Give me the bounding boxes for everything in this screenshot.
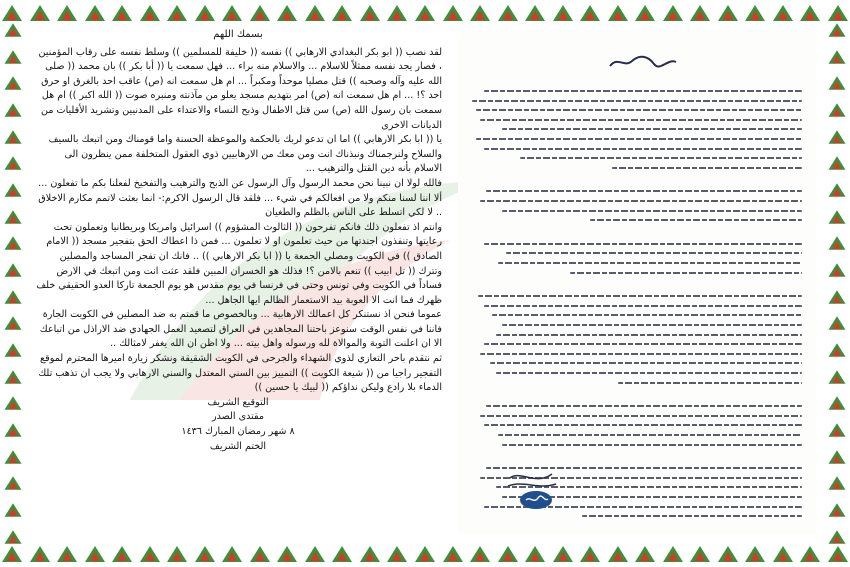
handwritten-line [502, 128, 802, 130]
border-triangle-ornament [140, 5, 160, 21]
border-triangle-ornament [5, 103, 22, 117]
paragraph-3: فالله لولا ان نبينا نحن محمد الرسول وآل الرسول عن الذبح والترهيب والتفخيخ لفعلنا بكم ما تفعلون ... ألا اننا لسنا منكم ولا من افعالكم في شيء ... فلقد قال الرسول الاكرم:- انما بعثت لاتمم مكارم الاخلاق .. لا لكي اتسلط على الناس بالظلم والطغيان [38, 177, 442, 219]
border-triangle-ornament [5, 77, 22, 91]
signature-line-4: الختم الشريف [209, 440, 267, 452]
paragraph-4: وانتم اذ تفعلون ذلك فانكم تفرحون (( الثالوث المشؤوم )) اسرائيل وامريكا وبريطانيا وتعملون تحت رعايتها وتنفذون اجندتها من حيث تعلمون او لا تعلمون ... فمن ذا اعطاك الحق بتفجير مسجد (( الامام الصادق )) في الكويت ومصلي الجمعة يا (( ابا بكر الارهابي )) .. فانك ان تفجر المساجد والمصلين وتترك (( تل ابيب )) تنعم بالامن ؟! فذلك هو الخسران المبين فلقد عثت انت ومن اتبعك في الارض فساداً في الكويت وفي تونس وحتى في فرنسا في يوم مقدس هو يوم الجمعة تاركا العدو الحقيقي خلف ظهرك فما انت الا العوبة بيد الاستعمار الظالم ايها الجاهل ... [36, 221, 442, 306]
border-triangle-ornament [829, 450, 846, 464]
handwritten-line [484, 90, 802, 92]
border-triangle-ornament [5, 343, 22, 357]
border-triangle-ornament [443, 5, 463, 21]
border-triangle-ornament [800, 5, 820, 21]
signature-stamp [506, 468, 558, 510]
border-triangle-ornament [222, 5, 242, 21]
border-triangle-ornament [5, 397, 22, 411]
handwritten-line [502, 210, 802, 212]
border-triangle-ornament [829, 343, 846, 357]
border-triangle-ornament [745, 5, 765, 21]
border-triangle-ornament [829, 290, 846, 304]
border-triangle-ornament [608, 5, 628, 21]
border-left [0, 22, 26, 545]
border-triangle-ornament [525, 5, 545, 21]
border-triangle-ornament [195, 5, 215, 21]
border-triangle-ornament [5, 423, 22, 437]
handwritten-line [476, 109, 802, 111]
border-triangle-ornament [498, 5, 518, 21]
border-triangle-ornament [140, 546, 160, 562]
salutation: بسمك اللهم [213, 29, 263, 40]
border-triangle-ornament [773, 546, 793, 562]
border-triangle-ornament [829, 237, 846, 251]
border-triangle-ornament [443, 546, 463, 562]
border-triangle-ornament [829, 397, 846, 411]
handwritten-line [486, 190, 802, 192]
border-triangle-ornament [250, 546, 270, 562]
handwritten-line [502, 324, 802, 326]
border-triangle-ornament [829, 423, 846, 437]
border-triangle-ornament [5, 130, 22, 144]
border-triangle-ornament [773, 5, 793, 21]
border-triangle-ornament [415, 5, 435, 21]
border-triangle-ornament [470, 546, 490, 562]
paragraph-2: يا (( ابا بكر الارهابي )) اما ان تدعو لربك بالحكمة والموعظة الحسنة واما قومناك ومن اتبعك بالسيف والسلاح ولنرجمناك ونبذناك انت ومن معك من الارهابيين ذوي العقول المتخلفة ممن ينظرون الى الاسلام بأنه دين القتل والترهيب ... [48, 134, 442, 175]
border-triangle-ornament [112, 546, 132, 562]
border-triangle-ornament [57, 546, 77, 562]
handwritten-line [484, 424, 802, 426]
handwritten-line [478, 295, 802, 297]
handwritten-line [480, 119, 802, 121]
handwritten-line [498, 262, 802, 264]
border-triangle-ornament [635, 5, 655, 21]
border-triangle-ornament [718, 546, 738, 562]
handwritten-line [484, 343, 802, 345]
border-bottom [0, 541, 850, 567]
handwritten-heading [608, 52, 678, 72]
border-triangle-ornament [57, 5, 77, 21]
paragraph-1: لقد نصب (( ابو بكر البغدادي الارهابي )) نفسه (( خليفة للمسلمين )) وسلط نفسه على رقاب المؤمنين ، فصار يجد نفسه ممثلاً للاسلام ... والاسلام منه براء ... فهل سمعت يا (( أبا بكر )) بان محمد (( صلى الله عليه وآله وصحبه )) قتل مصليا موحداً ومكبراً ... ام هل سمعت انه (ص) عاقب احد بالغرق او حرق احد ؟! ... ام هل سمعت انه (ص) امر بتهديم مسجد يعلو من مآذنته ومنبره صوت (( الله اكبر )) ام هل سمعت بان رسول الله (ص) سن قتل الاطفال وذبح النساء والاعتداء على المدنيين وتشريد الأقليات من الديانات الاخرى [38, 46, 442, 131]
border-triangle-ornament [5, 450, 22, 464]
border-triangle-ornament [5, 183, 22, 197]
border-triangle-ornament [5, 317, 22, 331]
border-triangle-ornament [828, 5, 848, 21]
border-triangle-ornament [635, 546, 655, 562]
border-triangle-ornament [332, 5, 352, 21]
border-triangle-ornament [608, 546, 628, 562]
border-triangle-ornament [829, 77, 846, 91]
border-triangle-ornament [387, 546, 407, 562]
handwritten-line [492, 314, 802, 316]
border-triangle-ornament [5, 503, 22, 517]
border-triangle-ornament [5, 23, 22, 37]
border-triangle-ornament [5, 237, 22, 251]
border-triangle-ornament [360, 5, 380, 21]
border-triangle-ornament [5, 477, 22, 491]
border-triangle-ornament [829, 50, 846, 64]
signature-block [34, 396, 442, 454]
border-triangle-ornament [387, 5, 407, 21]
border-triangle-ornament [167, 5, 187, 21]
border-triangle-ornament [690, 5, 710, 21]
border-triangle-ornament [829, 503, 846, 517]
border-triangle-ornament [829, 477, 846, 491]
border-triangle-ornament [829, 263, 846, 277]
border-triangle-ornament [829, 530, 846, 544]
border-triangle-ornament [5, 263, 22, 277]
border-top [0, 0, 850, 26]
border-triangle-ornament [5, 530, 22, 544]
border-triangle-ornament [305, 546, 325, 562]
handwritten-line [484, 148, 802, 150]
border-triangle-ornament [305, 5, 325, 21]
border-triangle-ornament [85, 546, 105, 562]
handwritten-line [496, 372, 802, 374]
paragraph-5: عموما فنحن اذ نستنكر كل اعمالك الارهابية ... وبالخصوص ما قمتم به ضد المصلين في الكويت الجارة فاننا في نفس الوقت سنوعز باحتنا المجاهدين في العراق لتصعيد العمل الجهادي ضد الاراذل من اتباعك الا ان اعلنت التوبة والموالاة لله ورسوله واهل بيته ... ولا اظن ان الله يغفر لامثالك .. [39, 309, 442, 350]
border-triangle-ornament [250, 5, 270, 21]
border-triangle-ornament [277, 546, 297, 562]
border-triangle-ornament [30, 546, 50, 562]
handwritten-line [582, 515, 802, 517]
border-triangle-ornament [5, 210, 22, 224]
handwritten-line [618, 382, 802, 384]
border-triangle-ornament [112, 5, 132, 21]
border-triangle-ornament [800, 546, 820, 562]
handwritten-line [498, 434, 802, 436]
border-triangle-ornament [663, 5, 683, 21]
signature-line-2: مقتدى الصدر [211, 411, 265, 423]
border-triangle-ornament [360, 546, 380, 562]
border-triangle-ornament [5, 157, 22, 171]
border-triangle-ornament [829, 130, 846, 144]
border-triangle-ornament [690, 546, 710, 562]
border-triangle-ornament [580, 546, 600, 562]
handwritten-line [502, 444, 802, 446]
handwritten-line [480, 415, 802, 417]
border-triangle-ornament [332, 546, 352, 562]
handwritten-line [484, 243, 802, 245]
handwritten-line [480, 200, 802, 202]
border-triangle-ornament [829, 210, 846, 224]
border-triangle-ornament [580, 5, 600, 21]
border-triangle-ornament [195, 546, 215, 562]
handwritten-line [484, 305, 802, 307]
handwritten-line [472, 100, 802, 102]
border-right [824, 22, 850, 545]
border-triangle-ornament [525, 546, 545, 562]
border-triangle-ornament [5, 50, 22, 64]
border-triangle-ornament [829, 370, 846, 384]
border-triangle-ornament [85, 5, 105, 21]
border-triangle-ornament [30, 5, 50, 21]
border-triangle-ornament [5, 290, 22, 304]
border-triangle-ornament [222, 546, 242, 562]
handwritten-line [476, 138, 802, 140]
signature-line-3: ٨ شهر رمضان المبارك ١٤٣٦ [181, 426, 295, 438]
border-triangle-ornament [553, 5, 573, 21]
handwritten-line [570, 272, 802, 274]
border-triangle-ornament [718, 5, 738, 21]
border-triangle-ornament [829, 183, 846, 197]
border-triangle-ornament [829, 23, 846, 37]
paragraph-6: ثم نتقدم باحر التعازي لذوي الشهداء والجرحى في الكويت الشقيقة ونشكر زيارة اميرها المحترم لموقع التفجير راجيا من (( شيعة الكويت )) التمييز بين السني المعتدل والسني الارهابي ولا يجب ان تذهب تلك الدماء بلا رادع وليكن نداؤكم (( لبيك يا حسين )) [38, 353, 442, 394]
handwritten-line [590, 219, 802, 221]
border-triangle-ornament [415, 546, 435, 562]
border-triangle-ornament [828, 546, 848, 562]
handwritten-line [496, 334, 802, 336]
border-triangle-ornament [167, 546, 187, 562]
border-triangle-ornament [829, 157, 846, 171]
border-triangle-ornament [829, 103, 846, 117]
handwritten-line [506, 252, 802, 254]
handwritten-line [612, 167, 802, 169]
border-triangle-ornament [2, 546, 22, 562]
border-triangle-ornament [663, 546, 683, 562]
border-triangle-ornament [829, 317, 846, 331]
signature-line-1: التوقيع الشريف [207, 396, 269, 408]
border-triangle-ornament [745, 546, 765, 562]
handwritten-line [480, 353, 802, 355]
border-triangle-ornament [498, 546, 518, 562]
border-triangle-ornament [5, 370, 22, 384]
border-triangle-ornament [470, 5, 490, 21]
border-triangle-ornament [277, 5, 297, 21]
border-triangle-ornament [2, 5, 22, 21]
handwritten-letter-image [458, 30, 816, 535]
handwritten-line [490, 362, 802, 364]
handwritten-line [486, 405, 802, 407]
handwritten-line [520, 157, 802, 159]
letter-transcription [34, 28, 442, 543]
border-triangle-ornament [553, 546, 573, 562]
